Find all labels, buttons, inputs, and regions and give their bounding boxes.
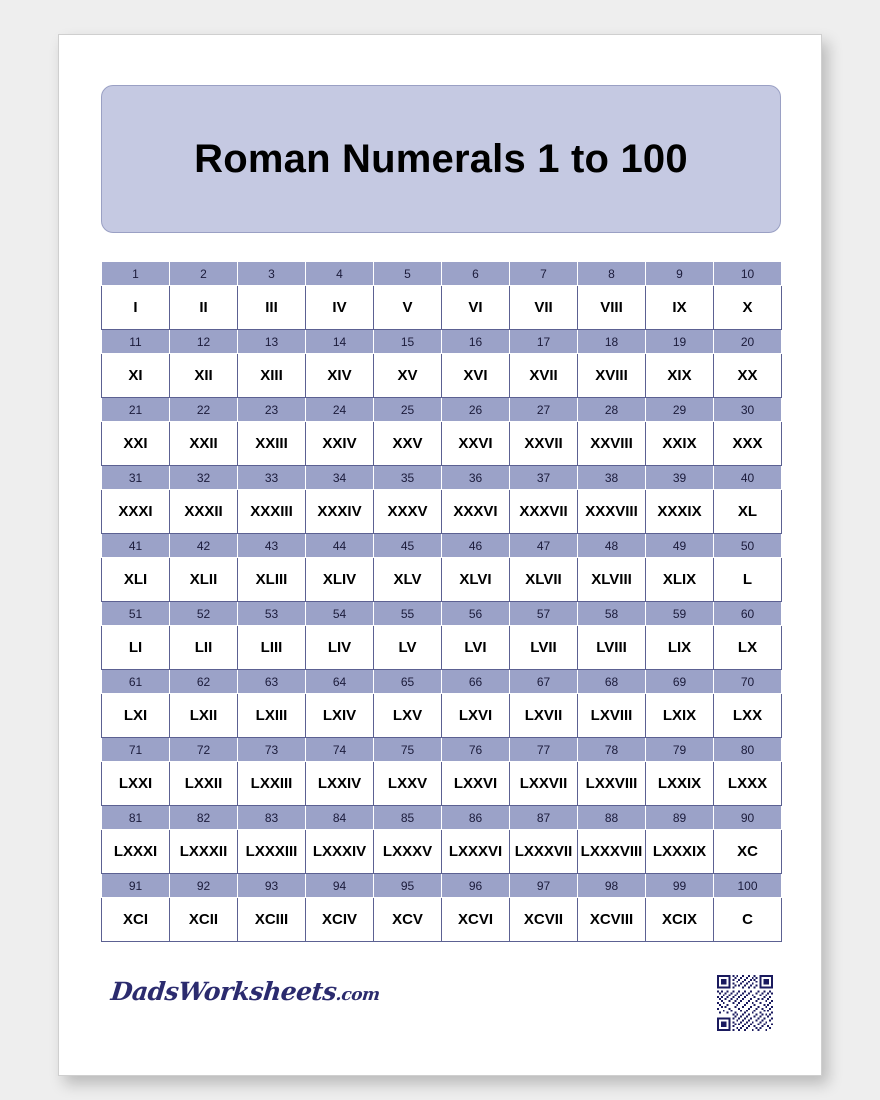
table-row-numbers <box>102 602 782 626</box>
number-cell: 93 <box>238 874 306 898</box>
number-cell: 5 <box>374 262 442 286</box>
qr-code-svg <box>717 975 773 1031</box>
numeral-cell: LXIV <box>306 694 374 738</box>
number-cell: 36 <box>442 466 510 490</box>
number-cell: 81 <box>102 806 170 830</box>
number-cell: 50 <box>714 534 782 558</box>
numeral-cell: LXX <box>714 694 782 738</box>
numeral-cell: XV <box>374 354 442 398</box>
worksheet-content <box>101 85 781 942</box>
numeral-cell: XII <box>170 354 238 398</box>
number-cell: 13 <box>238 330 306 354</box>
number-cell: 37 <box>510 466 578 490</box>
numeral-cell: LXXXII <box>170 830 238 874</box>
numeral-cell: LXXIX <box>646 762 714 806</box>
number-cell: 69 <box>646 670 714 694</box>
numeral-cell: XXIII <box>238 422 306 466</box>
number-cell: 53 <box>238 602 306 626</box>
number-cell: 85 <box>374 806 442 830</box>
number-cell: 21 <box>102 398 170 422</box>
table-row-numerals <box>102 694 782 738</box>
number-cell: 12 <box>170 330 238 354</box>
numeral-cell: IV <box>306 286 374 330</box>
qr-code-icon <box>717 975 773 1031</box>
table-row-numbers <box>102 670 782 694</box>
number-cell: 97 <box>510 874 578 898</box>
number-cell: 65 <box>374 670 442 694</box>
numeral-cell: LXVI <box>442 694 510 738</box>
numeral-cell: XIV <box>306 354 374 398</box>
numeral-cell: XXXIV <box>306 490 374 534</box>
number-cell: 70 <box>714 670 782 694</box>
number-cell: 47 <box>510 534 578 558</box>
number-cell: 72 <box>170 738 238 762</box>
numeral-cell: LII <box>170 626 238 670</box>
numeral-cell: I <box>102 286 170 330</box>
numeral-cell: XLII <box>170 558 238 602</box>
number-cell: 20 <box>714 330 782 354</box>
number-cell: 76 <box>442 738 510 762</box>
number-cell: 66 <box>442 670 510 694</box>
numeral-cell: LXXX <box>714 762 782 806</box>
number-cell: 87 <box>510 806 578 830</box>
numeral-cell: XVIII <box>578 354 646 398</box>
roman-numerals-table <box>101 261 782 942</box>
numeral-cell: LXXXVI <box>442 830 510 874</box>
page-title: Roman Numerals 1 to 100 <box>194 136 688 181</box>
numeral-cell: XLVIII <box>578 558 646 602</box>
number-cell: 42 <box>170 534 238 558</box>
numeral-cell: LXV <box>374 694 442 738</box>
numeral-cell: LX <box>714 626 782 670</box>
number-cell: 34 <box>306 466 374 490</box>
number-cell: 29 <box>646 398 714 422</box>
numeral-cell: VI <box>442 286 510 330</box>
numeral-cell: XCII <box>170 898 238 942</box>
number-cell: 67 <box>510 670 578 694</box>
number-cell: 51 <box>102 602 170 626</box>
table-row-numerals <box>102 762 782 806</box>
table-row-numbers <box>102 398 782 422</box>
numeral-cell: II <box>170 286 238 330</box>
numeral-cell: XL <box>714 490 782 534</box>
numeral-cell: LIX <box>646 626 714 670</box>
numeral-cell: XXXI <box>102 490 170 534</box>
numeral-cell: XLIV <box>306 558 374 602</box>
numeral-cell: XLIII <box>238 558 306 602</box>
number-cell: 7 <box>510 262 578 286</box>
number-cell: 82 <box>170 806 238 830</box>
numeral-cell: XXVI <box>442 422 510 466</box>
numeral-cell: IX <box>646 286 714 330</box>
numeral-cell: LI <box>102 626 170 670</box>
table-row-numbers <box>102 262 782 286</box>
numeral-cell: XXVIII <box>578 422 646 466</box>
number-cell: 4 <box>306 262 374 286</box>
number-cell: 62 <box>170 670 238 694</box>
number-cell: 99 <box>646 874 714 898</box>
numeral-cell: XI <box>102 354 170 398</box>
number-cell: 56 <box>442 602 510 626</box>
number-cell: 15 <box>374 330 442 354</box>
numeral-cell: LXXV <box>374 762 442 806</box>
table-row-numerals <box>102 354 782 398</box>
numeral-cell: LXXXV <box>374 830 442 874</box>
numeral-cell: XXXIII <box>238 490 306 534</box>
numeral-cell: LXXXIII <box>238 830 306 874</box>
numeral-cell: LXVII <box>510 694 578 738</box>
number-cell: 73 <box>238 738 306 762</box>
number-cell: 98 <box>578 874 646 898</box>
numeral-cell: XXII <box>170 422 238 466</box>
number-cell: 59 <box>646 602 714 626</box>
number-cell: 16 <box>442 330 510 354</box>
worksheet-sheet <box>58 34 822 1076</box>
number-cell: 31 <box>102 466 170 490</box>
numeral-cell: LXI <box>102 694 170 738</box>
number-cell: 22 <box>170 398 238 422</box>
number-cell: 94 <box>306 874 374 898</box>
number-cell: 40 <box>714 466 782 490</box>
numeral-cell: LIV <box>306 626 374 670</box>
table-row-numbers <box>102 330 782 354</box>
numeral-cell: XC <box>714 830 782 874</box>
number-cell: 33 <box>238 466 306 490</box>
numeral-cell: XLV <box>374 558 442 602</box>
table-row-numerals <box>102 286 782 330</box>
numeral-cell: XCI <box>102 898 170 942</box>
site-logo[interactable] <box>109 977 381 1006</box>
number-cell: 10 <box>714 262 782 286</box>
numeral-cell: C <box>714 898 782 942</box>
number-cell: 95 <box>374 874 442 898</box>
numeral-cell: LXIX <box>646 694 714 738</box>
number-cell: 75 <box>374 738 442 762</box>
number-cell: 91 <box>102 874 170 898</box>
numeral-cell: XXIV <box>306 422 374 466</box>
numeral-cell: III <box>238 286 306 330</box>
numeral-cell: LXVIII <box>578 694 646 738</box>
table-row-numerals <box>102 490 782 534</box>
number-cell: 6 <box>442 262 510 286</box>
numeral-cell: LXIII <box>238 694 306 738</box>
numeral-cell: LXXIV <box>306 762 374 806</box>
number-cell: 77 <box>510 738 578 762</box>
number-cell: 32 <box>170 466 238 490</box>
numeral-cell: XXXV <box>374 490 442 534</box>
number-cell: 35 <box>374 466 442 490</box>
number-cell: 25 <box>374 398 442 422</box>
number-cell: 55 <box>374 602 442 626</box>
number-cell: 78 <box>578 738 646 762</box>
numeral-cell: LXXXIV <box>306 830 374 874</box>
numeral-cell: XVII <box>510 354 578 398</box>
number-cell: 30 <box>714 398 782 422</box>
numeral-cell: LXXXI <box>102 830 170 874</box>
numeral-cell: XLIX <box>646 558 714 602</box>
number-cell: 38 <box>578 466 646 490</box>
number-cell: 18 <box>578 330 646 354</box>
title-banner <box>101 85 781 233</box>
number-cell: 9 <box>646 262 714 286</box>
number-cell: 23 <box>238 398 306 422</box>
table-row-numbers <box>102 738 782 762</box>
table-row-numbers <box>102 874 782 898</box>
number-cell: 71 <box>102 738 170 762</box>
number-cell: 83 <box>238 806 306 830</box>
table-row-numerals <box>102 558 782 602</box>
numeral-cell: XCIV <box>306 898 374 942</box>
numeral-cell: XX <box>714 354 782 398</box>
numeral-cell: XXI <box>102 422 170 466</box>
numeral-cell: XCVII <box>510 898 578 942</box>
numeral-cell: LV <box>374 626 442 670</box>
numeral-cell: X <box>714 286 782 330</box>
number-cell: 46 <box>442 534 510 558</box>
numeral-cell: VIII <box>578 286 646 330</box>
numeral-cell: XCVIII <box>578 898 646 942</box>
number-cell: 100 <box>714 874 782 898</box>
number-cell: 64 <box>306 670 374 694</box>
number-cell: 14 <box>306 330 374 354</box>
number-cell: 41 <box>102 534 170 558</box>
number-cell: 90 <box>714 806 782 830</box>
table-row-numerals <box>102 830 782 874</box>
site-logo-name: DadsWorksheets <box>109 977 338 1006</box>
number-cell: 79 <box>646 738 714 762</box>
number-cell: 11 <box>102 330 170 354</box>
numeral-cell: XCV <box>374 898 442 942</box>
worksheet-footer <box>101 965 781 1045</box>
numeral-cell: XLVII <box>510 558 578 602</box>
numeral-cell: XXXVII <box>510 490 578 534</box>
numeral-cell: XCIII <box>238 898 306 942</box>
numeral-cell: XXXII <box>170 490 238 534</box>
number-cell: 68 <box>578 670 646 694</box>
table-row-numerals <box>102 626 782 670</box>
number-cell: 63 <box>238 670 306 694</box>
numeral-cell: VII <box>510 286 578 330</box>
number-cell: 61 <box>102 670 170 694</box>
table-row-numerals <box>102 422 782 466</box>
number-cell: 57 <box>510 602 578 626</box>
number-cell: 26 <box>442 398 510 422</box>
number-cell: 84 <box>306 806 374 830</box>
numeral-cell: LXII <box>170 694 238 738</box>
number-cell: 28 <box>578 398 646 422</box>
numeral-cell: XLVI <box>442 558 510 602</box>
number-cell: 48 <box>578 534 646 558</box>
numeral-cell: LXXVII <box>510 762 578 806</box>
table-row-numbers <box>102 466 782 490</box>
number-cell: 8 <box>578 262 646 286</box>
number-cell: 54 <box>306 602 374 626</box>
number-cell: 24 <box>306 398 374 422</box>
number-cell: 2 <box>170 262 238 286</box>
numeral-cell: XIX <box>646 354 714 398</box>
numeral-cell: LXXXVII <box>510 830 578 874</box>
numeral-cell: LXXXIX <box>646 830 714 874</box>
numeral-cell: LXXII <box>170 762 238 806</box>
site-logo-suffix: .com <box>334 985 381 1005</box>
table-row-numerals <box>102 898 782 942</box>
number-cell: 43 <box>238 534 306 558</box>
table-row-numbers <box>102 534 782 558</box>
number-cell: 89 <box>646 806 714 830</box>
numeral-cell: LVII <box>510 626 578 670</box>
numeral-cell: XXX <box>714 422 782 466</box>
numeral-cell: XXXVIII <box>578 490 646 534</box>
number-cell: 1 <box>102 262 170 286</box>
number-cell: 19 <box>646 330 714 354</box>
numeral-cell: XXVII <box>510 422 578 466</box>
number-cell: 92 <box>170 874 238 898</box>
numeral-cell: XXV <box>374 422 442 466</box>
numeral-cell: XVI <box>442 354 510 398</box>
number-cell: 27 <box>510 398 578 422</box>
number-cell: 74 <box>306 738 374 762</box>
numeral-cell: LXXI <box>102 762 170 806</box>
number-cell: 58 <box>578 602 646 626</box>
number-cell: 39 <box>646 466 714 490</box>
numeral-cell: XLI <box>102 558 170 602</box>
numeral-cell: LIII <box>238 626 306 670</box>
numeral-cell: LVI <box>442 626 510 670</box>
numeral-cell: L <box>714 558 782 602</box>
numeral-cell: LXXXVIII <box>578 830 646 874</box>
number-cell: 80 <box>714 738 782 762</box>
numeral-cell: XXXVI <box>442 490 510 534</box>
number-cell: 44 <box>306 534 374 558</box>
number-cell: 49 <box>646 534 714 558</box>
number-cell: 86 <box>442 806 510 830</box>
numeral-cell: V <box>374 286 442 330</box>
table-row-numbers <box>102 806 782 830</box>
numeral-cell: XCIX <box>646 898 714 942</box>
numeral-cell: LXXVIII <box>578 762 646 806</box>
number-cell: 17 <box>510 330 578 354</box>
numeral-cell: XIII <box>238 354 306 398</box>
number-cell: 60 <box>714 602 782 626</box>
numeral-cell: XXXIX <box>646 490 714 534</box>
numeral-cell: LXXVI <box>442 762 510 806</box>
number-cell: 52 <box>170 602 238 626</box>
numeral-cell: XXIX <box>646 422 714 466</box>
number-cell: 96 <box>442 874 510 898</box>
numeral-cell: XCVI <box>442 898 510 942</box>
number-cell: 88 <box>578 806 646 830</box>
number-cell: 3 <box>238 262 306 286</box>
numeral-cell: LVIII <box>578 626 646 670</box>
number-cell: 45 <box>374 534 442 558</box>
numeral-cell: LXXIII <box>238 762 306 806</box>
